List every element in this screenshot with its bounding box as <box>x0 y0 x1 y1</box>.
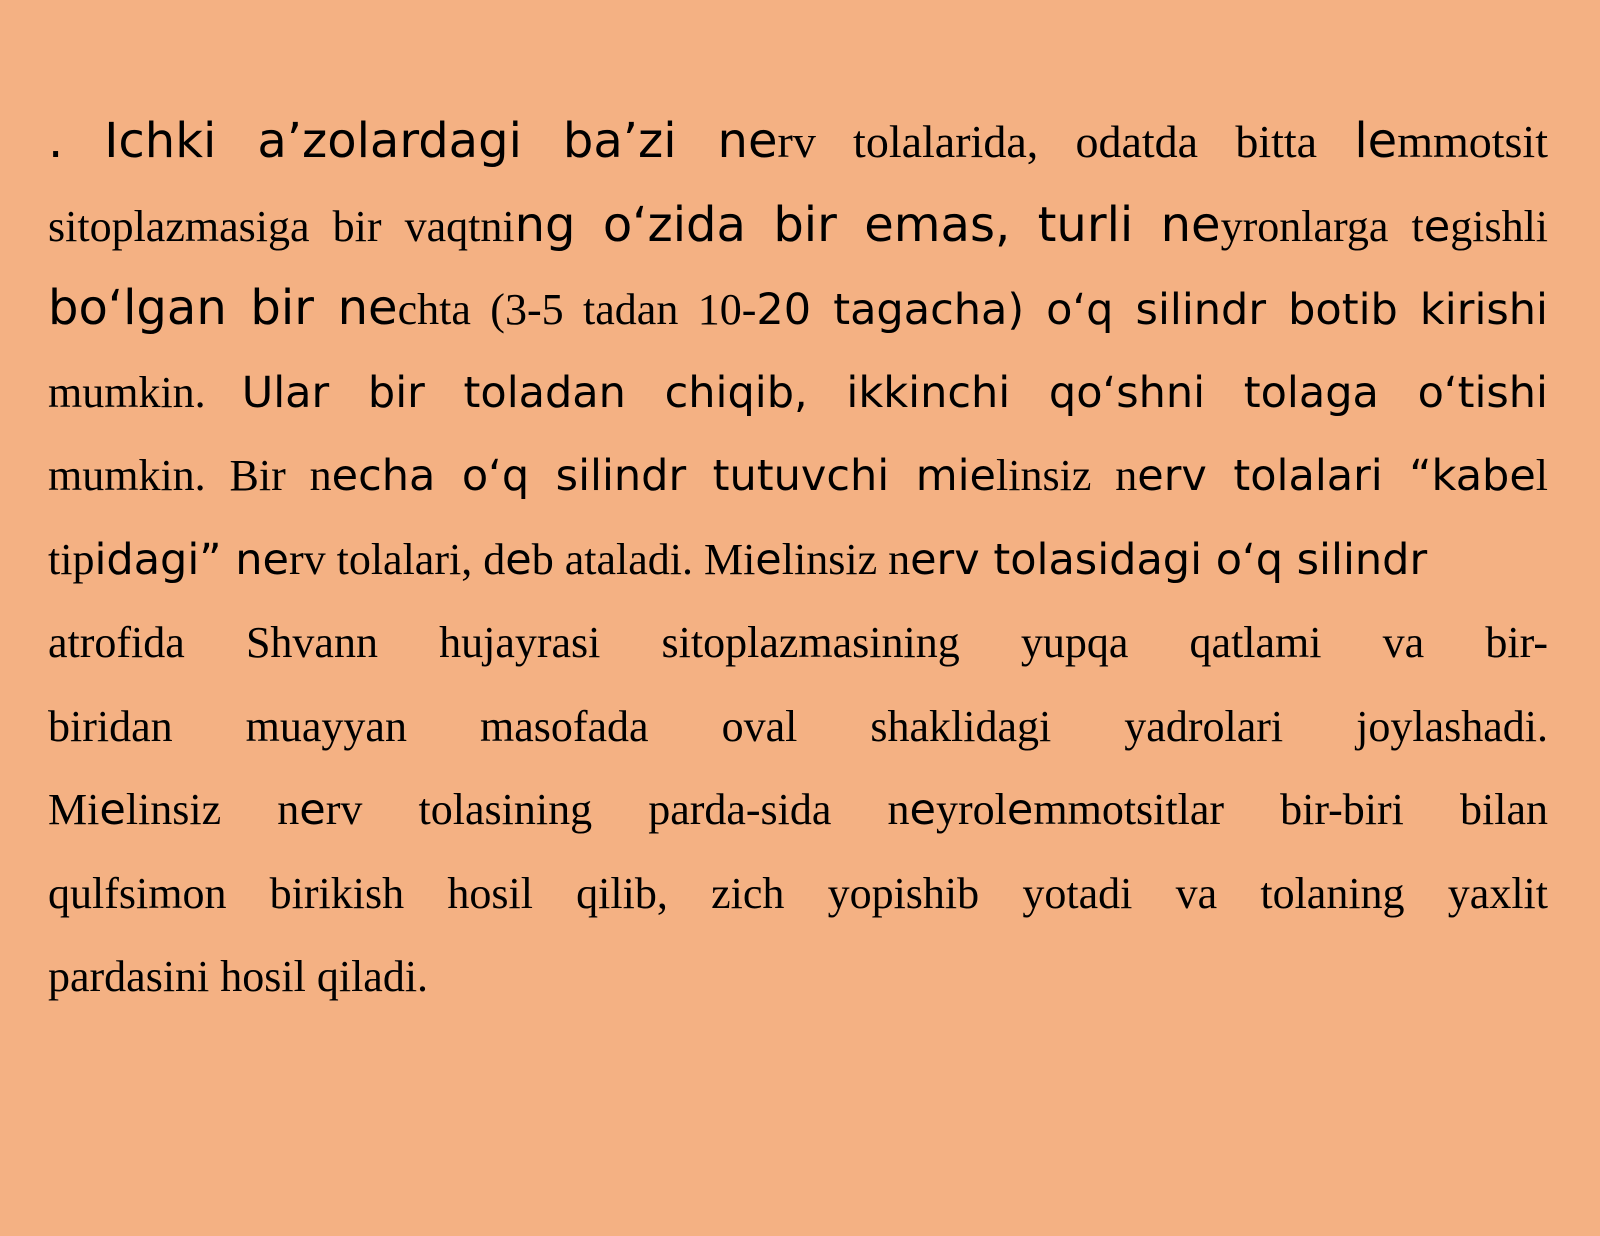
text-segment: linsiz n <box>125 785 300 834</box>
body-text <box>48 100 1548 1019</box>
text-line <box>48 518 1548 602</box>
text-line <box>48 434 1548 518</box>
text-segment: biridan muayyan masofada oval shaklidagi yadrolari joylashadi. <box>48 701 1548 751</box>
text-line <box>48 184 1548 268</box>
text-segment: idagi” ne <box>94 534 289 585</box>
text-segment: bo‘lgan bir ne <box>48 280 398 336</box>
text-line <box>48 601 1548 685</box>
text-segment: rv tolalarida, odatda bitta <box>777 116 1355 167</box>
text-line <box>48 935 1548 1019</box>
text-segment: Mi <box>48 785 100 834</box>
text-line <box>48 852 1548 936</box>
text-segment: mumkin. Bir n <box>48 451 332 500</box>
text-line <box>48 267 1548 351</box>
text-segment: sitoplazmasiga bir vaqtni <box>48 201 515 251</box>
text-segment: e <box>505 534 532 585</box>
text-segment: pardasini hosil qiladi. <box>48 952 429 1001</box>
text-segment: rv tolasining parda-sida n <box>325 785 910 834</box>
text-segment: yrol <box>936 785 1007 834</box>
text-segment: mmotsit <box>1397 116 1548 167</box>
text-segment: e <box>755 534 782 585</box>
text-segment: . Ichki a’zolardagi ba’zi ne <box>48 113 778 169</box>
text-segment: e <box>99 785 126 835</box>
text-line <box>48 351 1548 435</box>
text-segment: mmotsitlar bir-biri bilan <box>1033 785 1548 834</box>
text-line <box>48 768 1548 852</box>
text-segment: erv tolasidagi o‘q silindr <box>910 534 1428 585</box>
text-segment: mumkin. <box>48 367 242 417</box>
text-segment: ng o‘zida bir emas, turli ne <box>514 196 1221 253</box>
text-segment: b ataladi. Mi <box>531 534 756 584</box>
text-segment: linsiz n <box>781 534 911 584</box>
text-segment: echa o‘q silindr tutuvchi mie <box>331 451 997 501</box>
text-segment: l <box>1535 451 1548 500</box>
text-segment: 20 tagacha) o‘q silindr botib kirishi <box>756 285 1548 335</box>
text-segment: yronlarga t <box>1220 201 1424 251</box>
text-segment: le <box>1354 113 1398 169</box>
text-segment: e <box>1006 785 1034 835</box>
text-line <box>48 100 1548 184</box>
text-segment: Ular bir toladan chiqib, ikkinchi qo‘shni tolaga o‘tishi <box>241 367 1548 418</box>
text-segment: e <box>1423 201 1451 252</box>
text-segment: linsiz n <box>996 451 1138 500</box>
text-segment: rv tolalari, d <box>288 534 506 584</box>
text-segment: tip <box>48 534 95 584</box>
text-segment: chta (3-5 tadan 10- <box>397 285 757 334</box>
text-segment: e <box>299 785 326 835</box>
text-segment: gishli <box>1450 201 1548 251</box>
text-segment: erv tolalari “kabe <box>1137 451 1536 501</box>
text-segment: e <box>909 785 937 835</box>
text-segment: atrofida Shvann hujayrasi sitoplazmasining yupqa qatlami va bir- <box>48 618 1548 667</box>
text-segment: qulfsimon birikish hosil qilib, zich yopishib yotadi va tolaning yaxlit <box>48 868 1548 918</box>
text-line <box>48 685 1548 769</box>
